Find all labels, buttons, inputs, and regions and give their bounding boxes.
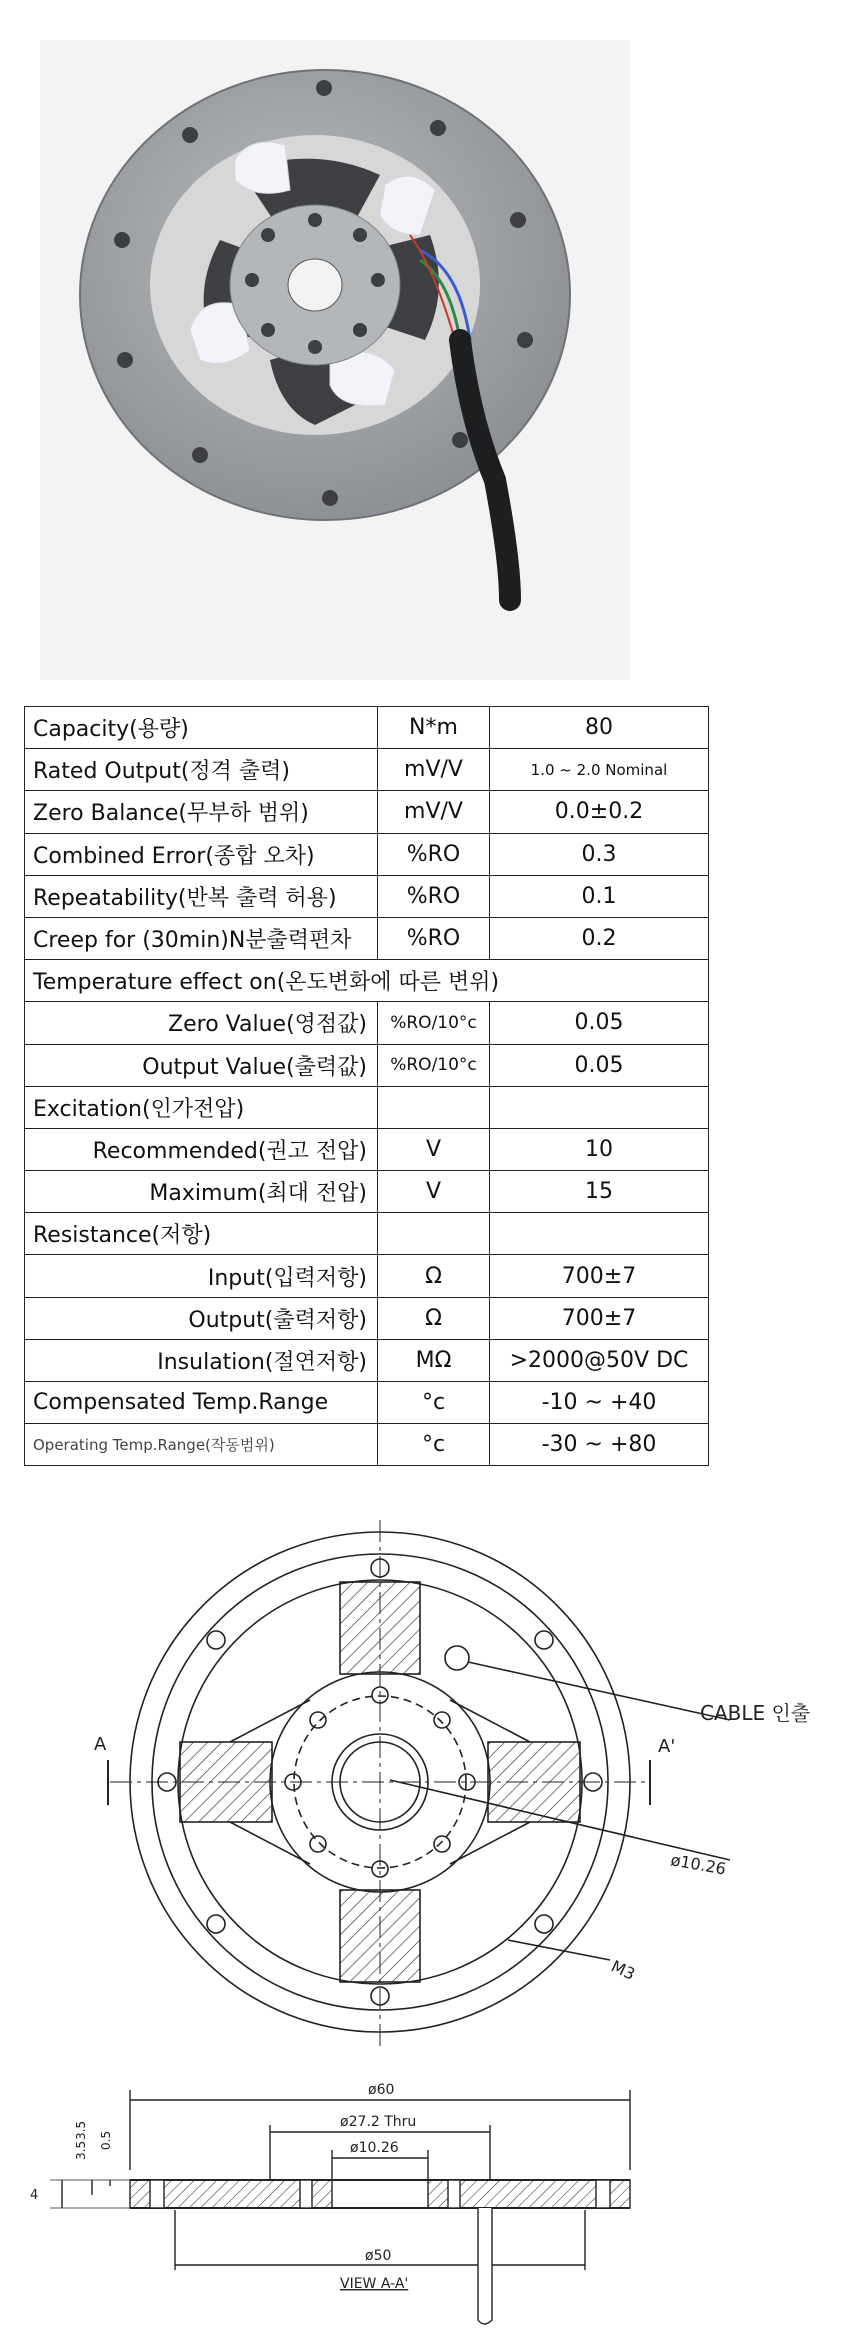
unit-cell: mV/V	[378, 791, 490, 833]
unit-cell: %RO	[378, 833, 490, 875]
value-cell: 10	[490, 1128, 709, 1170]
table-row	[25, 749, 709, 791]
table-row	[25, 1424, 709, 1466]
unit-cell: %RO/10°c	[378, 1044, 490, 1086]
table-row	[25, 1171, 709, 1213]
dim-b-label: 3.5	[74, 2120, 88, 2140]
table-row	[25, 1255, 709, 1297]
table-row	[25, 917, 709, 959]
param-cell: Creep for (30min)N분출력편차	[25, 917, 378, 959]
unit-cell: mV/V	[378, 749, 490, 791]
table-row	[25, 1128, 709, 1170]
bolt-dia-label: ø50	[365, 2248, 392, 2264]
unit-cell: °c	[378, 1424, 490, 1466]
section-header-cell: Temperature effect on(온도변화에 따른 변위)	[25, 960, 709, 1002]
table-row	[25, 1297, 709, 1339]
value-cell: 0.3	[490, 833, 709, 875]
bore-dia-label: ø10.26	[350, 2140, 399, 2156]
table-row	[25, 791, 709, 833]
param-cell: Recommended(권고 전압)	[25, 1128, 378, 1170]
value-cell: 0.05	[490, 1044, 709, 1086]
cable-label: CABLE 인출	[700, 1701, 811, 1725]
value-cell: 80	[490, 707, 709, 749]
section-marker-a: A	[94, 1734, 107, 1755]
param-cell: Zero Balance(무부하 범위)	[25, 791, 378, 833]
param-cell: Operating Temp.Range(작동범위)	[25, 1424, 378, 1466]
unit-cell: %RO	[378, 875, 490, 917]
value-cell: 0.05	[490, 1002, 709, 1044]
dim-c-label: 0.5	[99, 2130, 113, 2150]
value-cell: 700±7	[490, 1255, 709, 1297]
value-cell: 0.0±0.2	[490, 791, 709, 833]
value-cell: 1.0 ~ 2.0 Nominal	[490, 749, 709, 791]
product-photo	[40, 40, 630, 680]
unit-cell: N*m	[378, 707, 490, 749]
section-view-drawing	[10, 2070, 650, 2334]
param-cell: Rated Output(정격 출력)	[25, 749, 378, 791]
unit-cell: MΩ	[378, 1339, 490, 1381]
value-cell: 0.2	[490, 917, 709, 959]
table-row	[25, 960, 709, 1002]
param-cell: Resistance(저항)	[25, 1213, 378, 1255]
param-cell: Zero Value(영점값)	[25, 1002, 378, 1044]
table-row	[25, 707, 709, 749]
table-row	[25, 1002, 709, 1044]
value-cell: -30 ~ +80	[490, 1424, 709, 1466]
table-row	[25, 1213, 709, 1255]
unit-cell: %RO/10°c	[378, 1002, 490, 1044]
cable-leader	[468, 1662, 730, 1720]
param-cell: Compensated Temp.Range	[25, 1382, 378, 1424]
unit-cell: Ω	[378, 1255, 490, 1297]
dim-a-label: 3.5	[74, 2140, 88, 2160]
param-cell: Repeatability(반복 출력 허용)	[25, 875, 378, 917]
param-cell: Excitation(인가전압)	[25, 1086, 378, 1128]
param-cell: Output Value(출력값)	[25, 1044, 378, 1086]
param-cell: Output(출력저항)	[25, 1297, 378, 1339]
unit-cell: %RO	[378, 917, 490, 959]
table-row	[25, 875, 709, 917]
section-marker-a-prime: A'	[658, 1736, 676, 1757]
param-cell: Insulation(절연저항)	[25, 1339, 378, 1381]
value-cell: 15	[490, 1171, 709, 1213]
thru-dia-label: ø27.2 Thru	[340, 2114, 417, 2130]
table-row	[25, 1044, 709, 1086]
cable-exit-hole	[445, 1646, 469, 1670]
cable-stub	[478, 2208, 492, 2324]
table-row	[25, 1339, 709, 1381]
value-cell: >2000@50V DC	[490, 1339, 709, 1381]
param-cell: Input(입력저항)	[25, 1255, 378, 1297]
thickness-label: 4	[30, 2188, 39, 2203]
table-row	[25, 1086, 709, 1128]
value-cell	[490, 1213, 709, 1255]
torque-sensor-photo	[40, 40, 630, 680]
spec-table	[24, 706, 709, 1466]
top-view-drawing	[90, 1520, 830, 2050]
param-cell: Maximum(최대 전압)	[25, 1171, 378, 1213]
param-cell: Combined Error(종합 오차)	[25, 833, 378, 875]
param-cell: Capacity(용량)	[25, 707, 378, 749]
unit-cell	[378, 1213, 490, 1255]
view-label: VIEW A-A'	[340, 2276, 409, 2292]
value-cell: 0.1	[490, 875, 709, 917]
table-row	[25, 1382, 709, 1424]
unit-cell: °c	[378, 1382, 490, 1424]
thread-dimension: M3	[608, 1956, 639, 1984]
bore-dimension: ø10.26	[669, 1850, 728, 1879]
value-cell: -10 ~ +40	[490, 1382, 709, 1424]
table-row	[25, 833, 709, 875]
unit-cell: V	[378, 1128, 490, 1170]
unit-cell	[378, 1086, 490, 1128]
unit-cell: V	[378, 1171, 490, 1213]
value-cell: 700±7	[490, 1297, 709, 1339]
unit-cell: Ω	[378, 1297, 490, 1339]
outer-dia-label: ø60	[368, 2082, 395, 2098]
value-cell	[490, 1086, 709, 1128]
